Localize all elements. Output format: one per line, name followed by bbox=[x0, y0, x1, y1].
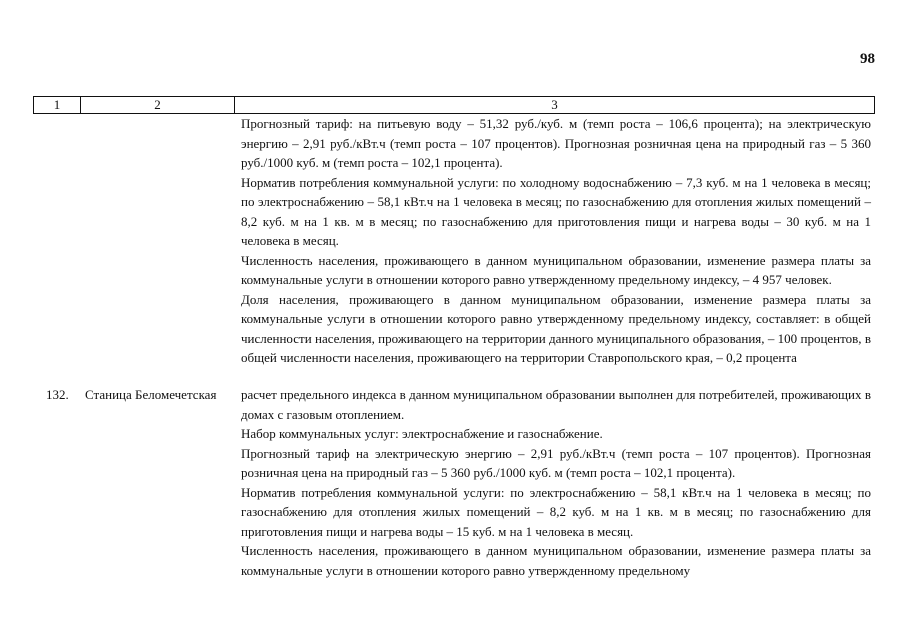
header-col-3: 3 bbox=[551, 97, 558, 112]
paragraph-tariff: Прогнозный тариф: на питьевую воду – 51,32 руб./куб. м (темп роста – 106,6 процента); на электрическую энергию – 2,91 руб./кВт.ч (темп роста – 107 процентов). Прогнозная розничная цена на природный газ – 5 360 руб./1000 куб. м (темп роста – 102,1 процента). bbox=[241, 116, 871, 170]
paragraph-services: Набор коммунальных услуг: электроснабжение и газоснабжение. bbox=[241, 426, 603, 441]
paragraph-norm: Норматив потребления коммунальной услуги: по электроснабжению – 58,1 кВт.ч на 1 человека в месяц; по газоснабжению для отопления жилых помещений – 8,2 куб. м на 1 кв. м в месяц; по газоснабжению для приготовления пищи и нагрева воды – 15 куб. м на 1 человека в месяц. bbox=[241, 484, 871, 539]
row-132-content bbox=[241, 385, 871, 580]
continued-row-content bbox=[241, 114, 871, 368]
page-number: 98 bbox=[860, 51, 875, 67]
row-number: 132. bbox=[46, 387, 69, 402]
header-col-2: 2 bbox=[81, 97, 235, 113]
paragraph-population: Численность населения, проживающего в данном муниципальном образовании, изменение размера платы за коммунальные услуги в отношении которого равно утвержденному предельному bbox=[241, 543, 871, 578]
header-col-1: 1 bbox=[34, 97, 81, 113]
paragraph-norm: Норматив потребления коммунальной услуги: по холодному водоснабжению – 7,3 куб. м на 1 человека в месяц; по электроснабжению – 58,1 кВт.ч на 1 человека в месяц; по газоснабжению для отопления жилых помещений – 8,2 куб. м на 1 кв. м в месяц; по газоснабжению для приготовления пищи и нагрева воды – 30 куб. м на 1 человека в месяц. bbox=[241, 174, 871, 248]
paragraph-calc: расчет предельного индекса в данном муниципальном образовании выполнен для потребителей, проживающих в домах с газовым отоплением. bbox=[241, 387, 871, 422]
paragraph-share: Доля населения, проживающего в данном муниципальном образовании, изменение размера платы за коммунальные услуги в отношении которого равно утвержденному предельному индексу, составляет: в общей численности населения, проживающего на территории данного муниципального образования, – 100 процентов, в общей численности населения, проживающего на территории Ставропольского края, – 0,2 процента bbox=[241, 291, 871, 365]
paragraph-population: Численность населения, проживающего в данном муниципальном образовании, изменение размера платы за коммунальные услуги в отношении которого равно утвержденному предельному индексу, – 4 957 человек. bbox=[241, 252, 871, 287]
municipality-name: Станица Беломечетская bbox=[85, 387, 217, 402]
table-header-row bbox=[33, 96, 875, 114]
paragraph-tariff: Прогнозный тариф на электрическую энергию – 2,91 руб./кВт.ч (темп роста – 107 процентов). Прогнозная розничная цена на природный газ – 5 360 руб./1000 куб. м (темп роста – 102,1 процента). bbox=[241, 445, 871, 480]
